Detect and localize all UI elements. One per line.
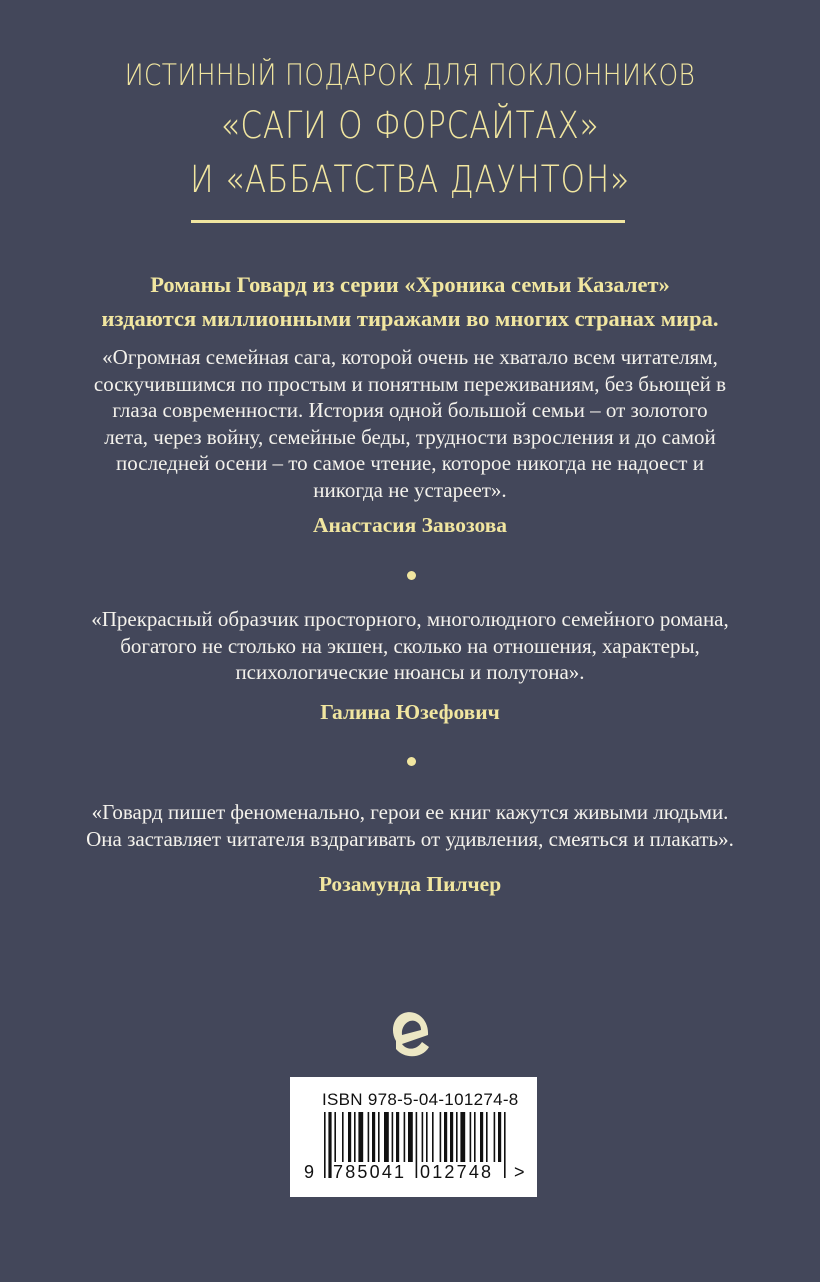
barcode-bar (404, 1112, 406, 1162)
barcode-bar (328, 1112, 331, 1178)
barcode-bar (416, 1112, 418, 1178)
barcode-bar (408, 1112, 413, 1162)
barcode-bar (334, 1112, 336, 1162)
barcode-bar (460, 1112, 465, 1162)
separator-dot (407, 571, 416, 580)
eksmo-e-logo-icon (388, 1005, 434, 1061)
ean-left-digits: 785041 (333, 1162, 407, 1182)
quote-line: никогда не устареет». (313, 477, 507, 502)
barcode-bar (396, 1112, 399, 1162)
barcode-bar (456, 1112, 458, 1162)
quote-line: «Прекрасный образчик просторного, многолюдного семейного романа, (91, 607, 729, 631)
barcode-bar (378, 1112, 380, 1162)
quote-line: последней осени – то самое чтение, которое никогда не надоест и (116, 451, 704, 475)
barcode-bar (480, 1112, 483, 1162)
quote-line: глаза современности. История одной большой семьи – от золотого (112, 398, 708, 422)
review-author-2: Галина Юзефович (320, 700, 500, 724)
isbn-label: ISBN 978-5-04-101274-8 (322, 1090, 519, 1109)
barcode-bar (494, 1112, 496, 1162)
barcode-bar (486, 1112, 488, 1162)
barcode-bar (426, 1112, 428, 1162)
quote-line: психологические нюансы и полутона». (235, 660, 585, 684)
barcode-bar (504, 1112, 506, 1178)
headline-line-1: ИСТИННЫЙ ПОДАРОК ДЛЯ ПОКЛОННИКОВ (124, 58, 696, 92)
headline-line-2: «САГИ О ФОРСАЙТАХ» (220, 104, 600, 147)
barcode-bar (444, 1112, 447, 1162)
quote-line: Она заставляет читателя вздрагивать от удивления, смеяться и плакать». (86, 826, 734, 851)
barcode-bar (342, 1112, 344, 1162)
barcode-bar (392, 1112, 394, 1162)
quote-line: соскучившимся по простым и понятным переживаниям, без бьющей в (93, 371, 727, 396)
quote-line: лета, через войну, семейные беды, трудности взросления и до самой (104, 424, 716, 449)
separator-dot (407, 757, 416, 766)
headline-divider (191, 220, 625, 223)
barcode-bar (470, 1112, 472, 1162)
barcode-bar (324, 1112, 326, 1178)
review-author-1: Анастасия Завозова (312, 513, 508, 537)
barcode-bar (440, 1112, 442, 1162)
lead-text (40, 268, 780, 336)
barcode-bar (474, 1112, 476, 1162)
lead-line-2: издаются миллионными тиражами во многих странах мира. (101, 306, 719, 331)
barcode-bar (384, 1112, 389, 1162)
ean-first-digit: 9 (304, 1162, 317, 1182)
review-author-3: Розамунда Пилчер (318, 872, 502, 896)
ean-arrow: > (514, 1162, 525, 1182)
quote-line: «Говард пишет феноменально, герои ее книг кажутся живыми людьми. (91, 800, 729, 824)
review-quote-3 (40, 799, 780, 852)
barcode-bar (354, 1112, 356, 1162)
barcode-bar (450, 1112, 453, 1162)
lead-line-1: Романы Говард из серии «Хроника семьи Казалет» (150, 272, 670, 297)
barcode-bar (432, 1112, 434, 1162)
barcode-bar (348, 1112, 351, 1162)
review-quote-2 (40, 606, 780, 686)
barcode-bar (368, 1112, 370, 1162)
barcode-bar (498, 1112, 501, 1162)
review-quote-1 (40, 344, 780, 503)
barcode-bar (372, 1112, 375, 1162)
headline-line-3: И «АББАТСТВА ДАУНТОН» (190, 158, 630, 201)
barcode-bar (358, 1112, 363, 1162)
quote-line: «Огромная семейная сага, которой очень не хватало всем читателям, (102, 345, 718, 369)
ean-right-digits: 012748 (420, 1162, 494, 1182)
quote-line: богатого не столько на экшен, сколько на отношения, характеры, (120, 633, 700, 658)
